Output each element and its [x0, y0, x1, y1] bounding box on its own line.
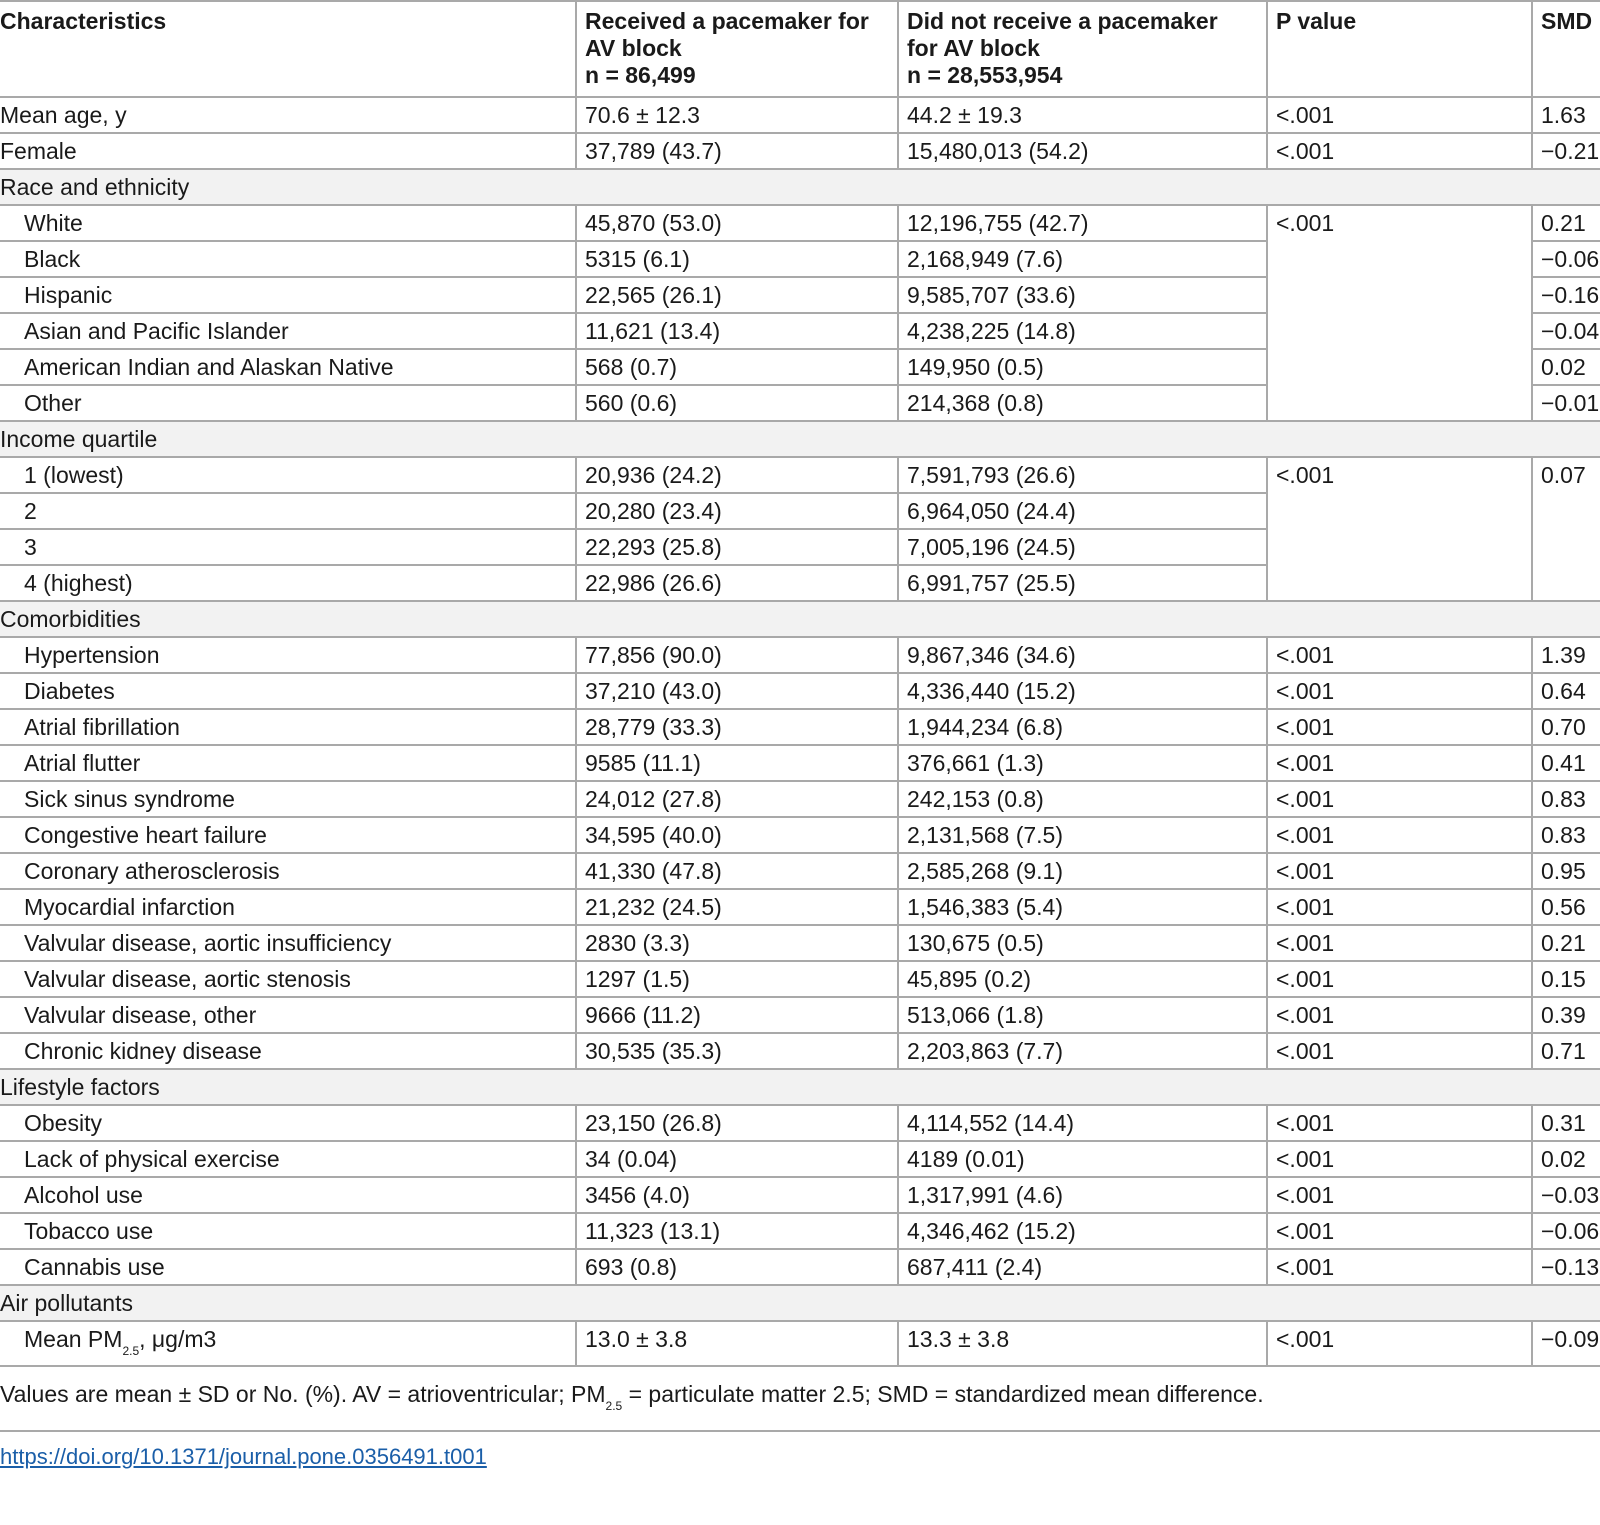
- cell-p-value: <.001: [1267, 97, 1532, 133]
- cell-not-received: 7,005,196 (24.5): [898, 529, 1267, 565]
- cell-p-value: <.001: [1267, 745, 1532, 781]
- header-not-received: [898, 1, 1267, 97]
- table-footnote: [0, 1367, 1600, 1432]
- cell-received: 28,779 (33.3): [576, 709, 898, 745]
- table-section-row: [0, 1285, 1600, 1321]
- cell-received: 23,150 (26.8): [576, 1105, 898, 1141]
- header-received-n: n = 86,499: [585, 62, 696, 88]
- footnote-part1: Values are mean ± SD or No. (%). AV = atrioventricular; PM: [0, 1381, 606, 1407]
- table-row: [0, 529, 1600, 565]
- row-label: 4 (highest): [0, 565, 576, 601]
- cell-smd: 0.39: [1532, 997, 1600, 1033]
- table-row: [0, 889, 1600, 925]
- cell-p-value: <.001: [1267, 1249, 1532, 1285]
- cell-smd: −0.16: [1532, 277, 1600, 313]
- cell-smd: −0.13: [1532, 1249, 1600, 1285]
- cell-received: 70.6 ± 12.3: [576, 97, 898, 133]
- cell-p-value: <.001: [1267, 889, 1532, 925]
- table-row: [0, 349, 1600, 385]
- table-header-row: [0, 1, 1600, 97]
- cell-p-value: <.001: [1267, 1177, 1532, 1213]
- cell-smd: −0.06: [1532, 1213, 1600, 1249]
- table-row: [0, 781, 1600, 817]
- row-label: Cannabis use: [0, 1249, 576, 1285]
- cell-p-value: <.001: [1267, 781, 1532, 817]
- row-label: Hispanic: [0, 277, 576, 313]
- table-row: [0, 493, 1600, 529]
- table-row: [0, 1249, 1600, 1285]
- cell-received: 20,280 (23.4): [576, 493, 898, 529]
- row-label-subscript: 2.5: [122, 1344, 140, 1358]
- row-label: Black: [0, 241, 576, 277]
- doi-container: [0, 1432, 1600, 1470]
- header-not-received-n: n = 28,553,954: [907, 62, 1063, 88]
- cell-p-value: <.001: [1267, 925, 1532, 961]
- cell-p-value: <.001: [1267, 817, 1532, 853]
- cell-not-received: 214,368 (0.8): [898, 385, 1267, 421]
- cell-p-value: <.001: [1267, 997, 1532, 1033]
- cell-not-received: 6,991,757 (25.5): [898, 565, 1267, 601]
- cell-received: 693 (0.8): [576, 1249, 898, 1285]
- cell-smd: 0.71: [1532, 1033, 1600, 1069]
- cell-p-value: [1267, 277, 1532, 313]
- cell-not-received: 4,336,440 (15.2): [898, 673, 1267, 709]
- cell-not-received: 130,675 (0.5): [898, 925, 1267, 961]
- cell-not-received: 7,591,793 (26.6): [898, 457, 1267, 493]
- cell-received: 45,870 (53.0): [576, 205, 898, 241]
- table-row: [0, 709, 1600, 745]
- cell-smd: −0.03: [1532, 1177, 1600, 1213]
- section-label: Income quartile: [0, 421, 1600, 457]
- row-label: Diabetes: [0, 673, 576, 709]
- cell-p-value: <.001: [1267, 709, 1532, 745]
- cell-smd: −0.09: [1532, 1321, 1600, 1366]
- table-section-row: [0, 169, 1600, 205]
- row-label: Asian and Pacific Islander: [0, 313, 576, 349]
- cell-not-received: 149,950 (0.5): [898, 349, 1267, 385]
- cell-received: 22,293 (25.8): [576, 529, 898, 565]
- doi-link[interactable]: https://doi.org/10.1371/journal.pone.0356491.t001: [0, 1444, 487, 1469]
- table-row: [0, 745, 1600, 781]
- cell-smd: −0.21: [1532, 133, 1600, 169]
- cell-not-received: 4189 (0.01): [898, 1141, 1267, 1177]
- table-section-row: [0, 1069, 1600, 1105]
- cell-received: 30,535 (35.3): [576, 1033, 898, 1069]
- row-label: 2: [0, 493, 576, 529]
- table-row: [0, 1213, 1600, 1249]
- cell-not-received: 45,895 (0.2): [898, 961, 1267, 997]
- table-row: [0, 205, 1600, 241]
- cell-smd: 0.83: [1532, 817, 1600, 853]
- cell-not-received: 1,944,234 (6.8): [898, 709, 1267, 745]
- cell-not-received: 1,546,383 (5.4): [898, 889, 1267, 925]
- cell-not-received: 1,317,991 (4.6): [898, 1177, 1267, 1213]
- cell-received: 34,595 (40.0): [576, 817, 898, 853]
- cell-received: 77,856 (90.0): [576, 637, 898, 673]
- cell-smd: 0.70: [1532, 709, 1600, 745]
- cell-p-value: <.001: [1267, 205, 1532, 241]
- cell-smd: 0.64: [1532, 673, 1600, 709]
- cell-not-received: 9,585,707 (33.6): [898, 277, 1267, 313]
- cell-p-value: <.001: [1267, 457, 1532, 493]
- row-label-suffix: , μg/m3: [139, 1326, 217, 1352]
- cell-received: 1297 (1.5): [576, 961, 898, 997]
- cell-p-value: <.001: [1267, 133, 1532, 169]
- table-row: [0, 961, 1600, 997]
- cell-received: 9666 (11.2): [576, 997, 898, 1033]
- cell-smd: 0.21: [1532, 205, 1600, 241]
- cell-p-value: <.001: [1267, 1105, 1532, 1141]
- cell-p-value: <.001: [1267, 853, 1532, 889]
- cell-received: 560 (0.6): [576, 385, 898, 421]
- cell-received: 22,565 (26.1): [576, 277, 898, 313]
- cell-not-received: 687,411 (2.4): [898, 1249, 1267, 1285]
- table-row: [0, 241, 1600, 277]
- row-label: Female: [0, 133, 576, 169]
- row-label: Hypertension: [0, 637, 576, 673]
- row-label: Valvular disease, other: [0, 997, 576, 1033]
- cell-received: 568 (0.7): [576, 349, 898, 385]
- cell-smd: [1532, 565, 1600, 601]
- cell-received: 5315 (6.1): [576, 241, 898, 277]
- section-label: Comorbidities: [0, 601, 1600, 637]
- row-label: Chronic kidney disease: [0, 1033, 576, 1069]
- cell-not-received: 2,585,268 (9.1): [898, 853, 1267, 889]
- cell-received: 9585 (11.1): [576, 745, 898, 781]
- cell-not-received: 513,066 (1.8): [898, 997, 1267, 1033]
- cell-smd: 0.56: [1532, 889, 1600, 925]
- table-row: [0, 925, 1600, 961]
- cell-smd: 0.41: [1532, 745, 1600, 781]
- cell-not-received: 4,346,462 (15.2): [898, 1213, 1267, 1249]
- row-label: Tobacco use: [0, 1213, 576, 1249]
- cell-received: 34 (0.04): [576, 1141, 898, 1177]
- cell-p-value: [1267, 493, 1532, 529]
- row-label: Sick sinus syndrome: [0, 781, 576, 817]
- header-received: [576, 1, 898, 97]
- table-row: [0, 673, 1600, 709]
- cell-smd: 0.07: [1532, 457, 1600, 493]
- table-section-row: [0, 601, 1600, 637]
- cell-not-received: 4,238,225 (14.8): [898, 313, 1267, 349]
- cell-not-received: 4,114,552 (14.4): [898, 1105, 1267, 1141]
- table-row: [0, 1033, 1600, 1069]
- cell-not-received: 44.2 ± 19.3: [898, 97, 1267, 133]
- row-label: White: [0, 205, 576, 241]
- cell-not-received: 6,964,050 (24.4): [898, 493, 1267, 529]
- header-p-value: P value: [1267, 1, 1532, 97]
- row-label: Coronary atherosclerosis: [0, 853, 576, 889]
- cell-p-value: <.001: [1267, 1033, 1532, 1069]
- row-label: Other: [0, 385, 576, 421]
- table-row: [0, 1105, 1600, 1141]
- row-label: Alcohol use: [0, 1177, 576, 1213]
- table-row: [0, 133, 1600, 169]
- cell-received: 3456 (4.0): [576, 1177, 898, 1213]
- cell-received: 22,986 (26.6): [576, 565, 898, 601]
- cell-received: 20,936 (24.2): [576, 457, 898, 493]
- cell-p-value: <.001: [1267, 673, 1532, 709]
- cell-not-received: 242,153 (0.8): [898, 781, 1267, 817]
- table-row: [0, 385, 1600, 421]
- cell-smd: 1.39: [1532, 637, 1600, 673]
- cell-smd: [1532, 493, 1600, 529]
- cell-smd: 0.02: [1532, 349, 1600, 385]
- cell-p-value: <.001: [1267, 1321, 1532, 1366]
- row-label: 1 (lowest): [0, 457, 576, 493]
- cell-not-received: 9,867,346 (34.6): [898, 637, 1267, 673]
- row-label: [0, 1321, 576, 1366]
- table-row: [0, 637, 1600, 673]
- cell-received: 41,330 (47.8): [576, 853, 898, 889]
- cell-not-received: 2,131,568 (7.5): [898, 817, 1267, 853]
- cell-received: 2830 (3.3): [576, 925, 898, 961]
- cell-received: 11,323 (13.1): [576, 1213, 898, 1249]
- section-label: Lifestyle factors: [0, 1069, 1600, 1105]
- cell-p-value: <.001: [1267, 1141, 1532, 1177]
- row-label: Congestive heart failure: [0, 817, 576, 853]
- table-row: [0, 817, 1600, 853]
- cell-p-value: [1267, 385, 1532, 421]
- row-label: Obesity: [0, 1105, 576, 1141]
- table-row: [0, 457, 1600, 493]
- footnote-subscript: 2.5: [605, 1399, 623, 1413]
- header-not-received-label: Did not receive a pacemaker for AV block: [907, 8, 1218, 61]
- table-row: [0, 1321, 1600, 1366]
- cell-not-received: 13.3 ± 3.8: [898, 1321, 1267, 1366]
- cell-received: 24,012 (27.8): [576, 781, 898, 817]
- row-label-text: Mean PM: [24, 1326, 123, 1352]
- cell-p-value: [1267, 529, 1532, 565]
- row-label: Myocardial infarction: [0, 889, 576, 925]
- table-row: [0, 1177, 1600, 1213]
- row-label: Mean age, y: [0, 97, 576, 133]
- table-row: [0, 997, 1600, 1033]
- header-characteristics: Characteristics: [0, 1, 576, 97]
- cell-not-received: 2,203,863 (7.7): [898, 1033, 1267, 1069]
- row-label: Atrial flutter: [0, 745, 576, 781]
- table-body: [0, 97, 1600, 1366]
- row-label: Lack of physical exercise: [0, 1141, 576, 1177]
- header-smd: SMD: [1532, 1, 1600, 97]
- cell-smd: 0.95: [1532, 853, 1600, 889]
- row-label: Atrial fibrillation: [0, 709, 576, 745]
- cell-smd: −0.01: [1532, 385, 1600, 421]
- table-row: [0, 853, 1600, 889]
- cell-p-value: [1267, 313, 1532, 349]
- cell-smd: 0.21: [1532, 925, 1600, 961]
- cell-not-received: 12,196,755 (42.7): [898, 205, 1267, 241]
- table-row: [0, 277, 1600, 313]
- cell-p-value: [1267, 565, 1532, 601]
- cell-not-received: 376,661 (1.3): [898, 745, 1267, 781]
- table-row: [0, 565, 1600, 601]
- cell-received: 13.0 ± 3.8: [576, 1321, 898, 1366]
- cell-p-value: <.001: [1267, 961, 1532, 997]
- cell-not-received: 15,480,013 (54.2): [898, 133, 1267, 169]
- cell-p-value: [1267, 349, 1532, 385]
- header-received-label: Received a pacemaker for AV block: [585, 8, 869, 61]
- table-row: [0, 97, 1600, 133]
- cell-smd: 1.63: [1532, 97, 1600, 133]
- cell-received: 21,232 (24.5): [576, 889, 898, 925]
- cell-smd: [1532, 529, 1600, 565]
- section-label: Air pollutants: [0, 1285, 1600, 1321]
- row-label: 3: [0, 529, 576, 565]
- row-label: Valvular disease, aortic insufficiency: [0, 925, 576, 961]
- section-label: Race and ethnicity: [0, 169, 1600, 205]
- row-label: Valvular disease, aortic stenosis: [0, 961, 576, 997]
- cell-p-value: <.001: [1267, 1213, 1532, 1249]
- cell-smd: 0.31: [1532, 1105, 1600, 1141]
- cell-smd: 0.02: [1532, 1141, 1600, 1177]
- cell-p-value: <.001: [1267, 637, 1532, 673]
- table-section-row: [0, 421, 1600, 457]
- cell-smd: −0.06: [1532, 241, 1600, 277]
- cell-p-value: [1267, 241, 1532, 277]
- cell-smd: 0.15: [1532, 961, 1600, 997]
- cell-smd: 0.83: [1532, 781, 1600, 817]
- cell-received: 37,210 (43.0): [576, 673, 898, 709]
- footnote-part2: = particulate matter 2.5; SMD = standardized mean difference.: [622, 1381, 1264, 1407]
- table-row: [0, 313, 1600, 349]
- cell-not-received: 2,168,949 (7.6): [898, 241, 1267, 277]
- row-label: American Indian and Alaskan Native: [0, 349, 576, 385]
- cell-received: 11,621 (13.4): [576, 313, 898, 349]
- cell-received: 37,789 (43.7): [576, 133, 898, 169]
- table-row: [0, 1141, 1600, 1177]
- cell-smd: −0.04: [1532, 313, 1600, 349]
